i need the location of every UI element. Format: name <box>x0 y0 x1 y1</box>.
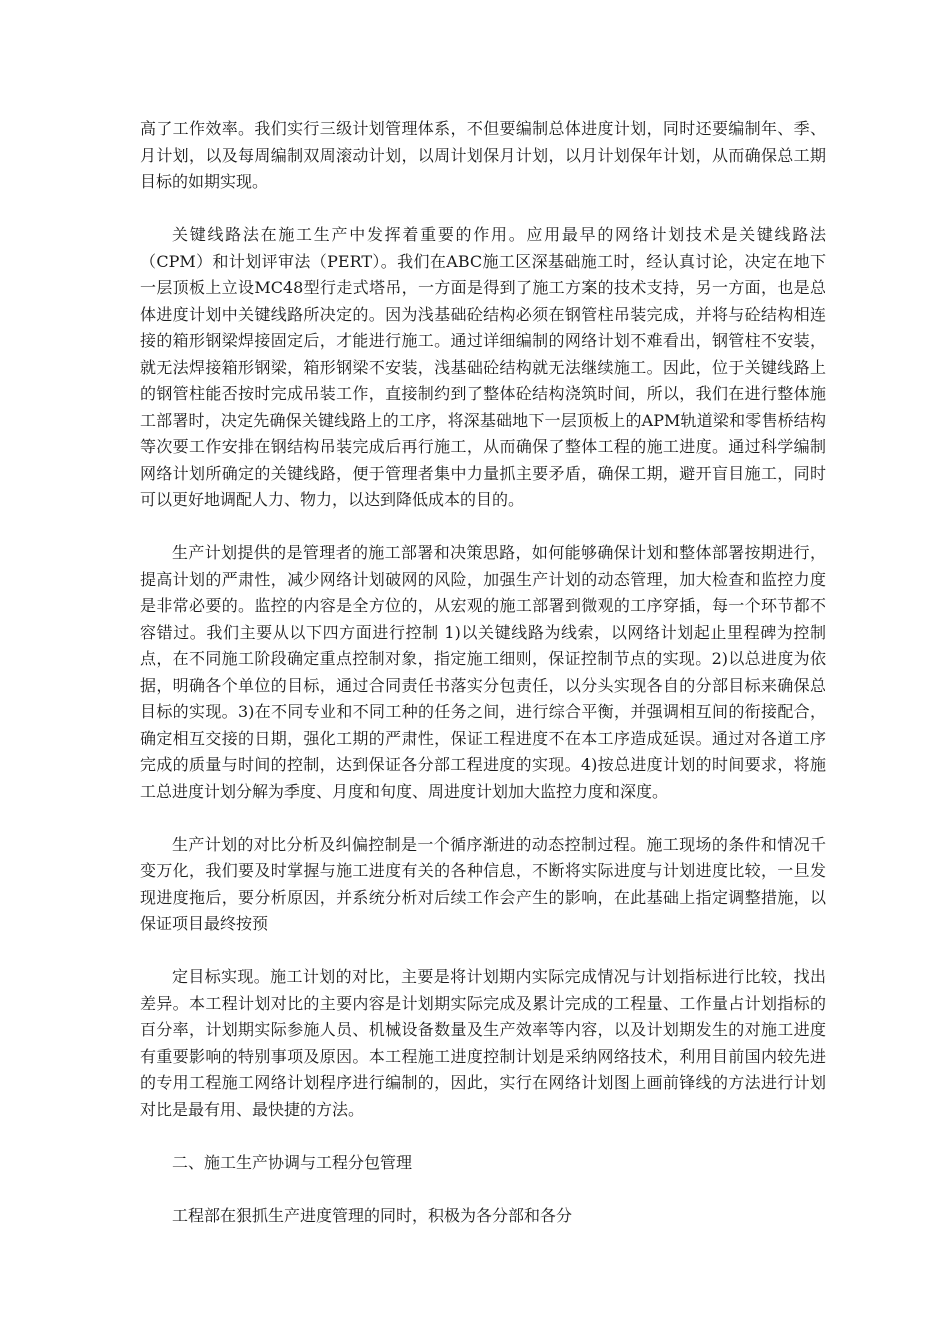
paragraph-6: 工程部在狠抓生产进度管理的同时，积极为各分部和各分 <box>172 1205 573 1225</box>
paragraph-5: 定目标实现。施工计划的对比，主要是将计划期内实际完成情况与计划指标进行比较，找出差异。本工程计划对比的主要内容是计划期实际完成及累计完成的工程量、工作量占计划指标的百分率，计划期实际参施人员、机械设备数量及生产效率等内容，以及计划期发生的对施工进度有重要影响的特别事项及原因。本工程施工进度控制计划是采纳网络技术，利用目前国内较先进的专用工程施工网络计划程序进行编制的，因此，实行在网络计划图上画前锋线的方法进行计划对比是最有用、最快捷的方法。 <box>140 967 826 1119</box>
paragraph-1: 高了工作效率。我们实行三级计划管理体系，不但要编制总体进度计划，同时还要编制年、季、月计划，以及每周编制双周滚动计划，以周计划保月计划，以月计划保年计划，从而确保总工期目标的如期实现。 <box>140 119 826 191</box>
paragraph-4: 生产计划的对比分析及纠偏控制是一个循序渐进的动态控制过程。施工现场的条件和情况千变万化，我们要及时掌握与施工进度有关的各种信息，不断将实际进度与计划进度比较，一旦发现进度拖后，要分析原因，并系统分析对后续工作会产生的影响，在此基础上指定调整措施，以保证项目最终按预 <box>140 834 826 933</box>
paragraph-3: 生产计划提供的是管理者的施工部署和决策思路，如何能够确保计划和整体部署按期进行，提高计划的严肃性，减少网络计划破网的风险，加强生产计划的动态管理，加大检查和监控力度是非常必要的。监控的内容是全方位的，从宏观的施工部署到微观的工序穿插，每一个环节都不容错过。我们主要从以下四方面进行控制 1)以关键线路为线索，以网络计划起止里程碑为控制点，在不同施工阶段确定重点控制对象，指定施工细则，保证控制节点的实现。2)以总进度为依据，明确各个单位的目标，通过合同责任书落实分包责任，以分头实现各自的分部目标来确保总目标的实现。3)在不同专业和不同工种的任务之间，进行综合平衡，并强调相互间的衔接配合，确定相互交接的日期，强化工期的严肃性，保证工程进度不在本工序造成延误。通过对各道工序完成的质量与时间的控制，达到保证各分部工程进度的实现。4)按总进度计划的时间要求，将施工总进度计划分解为季度、月度和旬度、周进度计划加大监控力度和深度。 <box>140 543 826 801</box>
paragraph-2: 关键线路法在施工生产中发挥着重要的作用。应用最早的网络计划技术是关键线路法（CPM）和计划评审法（PERT）。我们在ABC施工区深基础施工时，经认真讨论，决定在地下一层顶板上立设MC48型行走式塔吊，一方面是得到了施工方案的技术支持，另一方面，也是总体进度计划中关键线路所决定的。因为浅基础砼结构必须在钢管柱吊装完成，并将与砼结构相连接的箱形钢梁焊接固定后，才能进行施工。通过详细编制的网络计划不难看出，钢管柱不安装，就无法焊接箱形钢梁，箱形钢梁不安装，浅基础砼结构就无法继续施工。因此，位于关键线路上的钢管柱能否按时完成吊装工作，直接制约到了整体砼结构浇筑时间，所以，我们在进行整体施工部署时，决定先确保关键线路上的工序，将深基础地下一层顶板上的APM轨道梁和零售桥结构等次要工作安排在钢结构吊装完成后再行施工，从而确保了整体工程的施工进度。通过科学编制网络计划所确定的关键线路，便于管理者集中力量抓主要矛盾，确保工期，避开盲目施工，同时可以更好地调配人力、物力，以达到降低成本的目的。 <box>140 225 826 509</box>
document-body <box>140 116 826 1256</box>
section-heading: 二、施工生产协调与工程分包管理 <box>172 1152 413 1172</box>
